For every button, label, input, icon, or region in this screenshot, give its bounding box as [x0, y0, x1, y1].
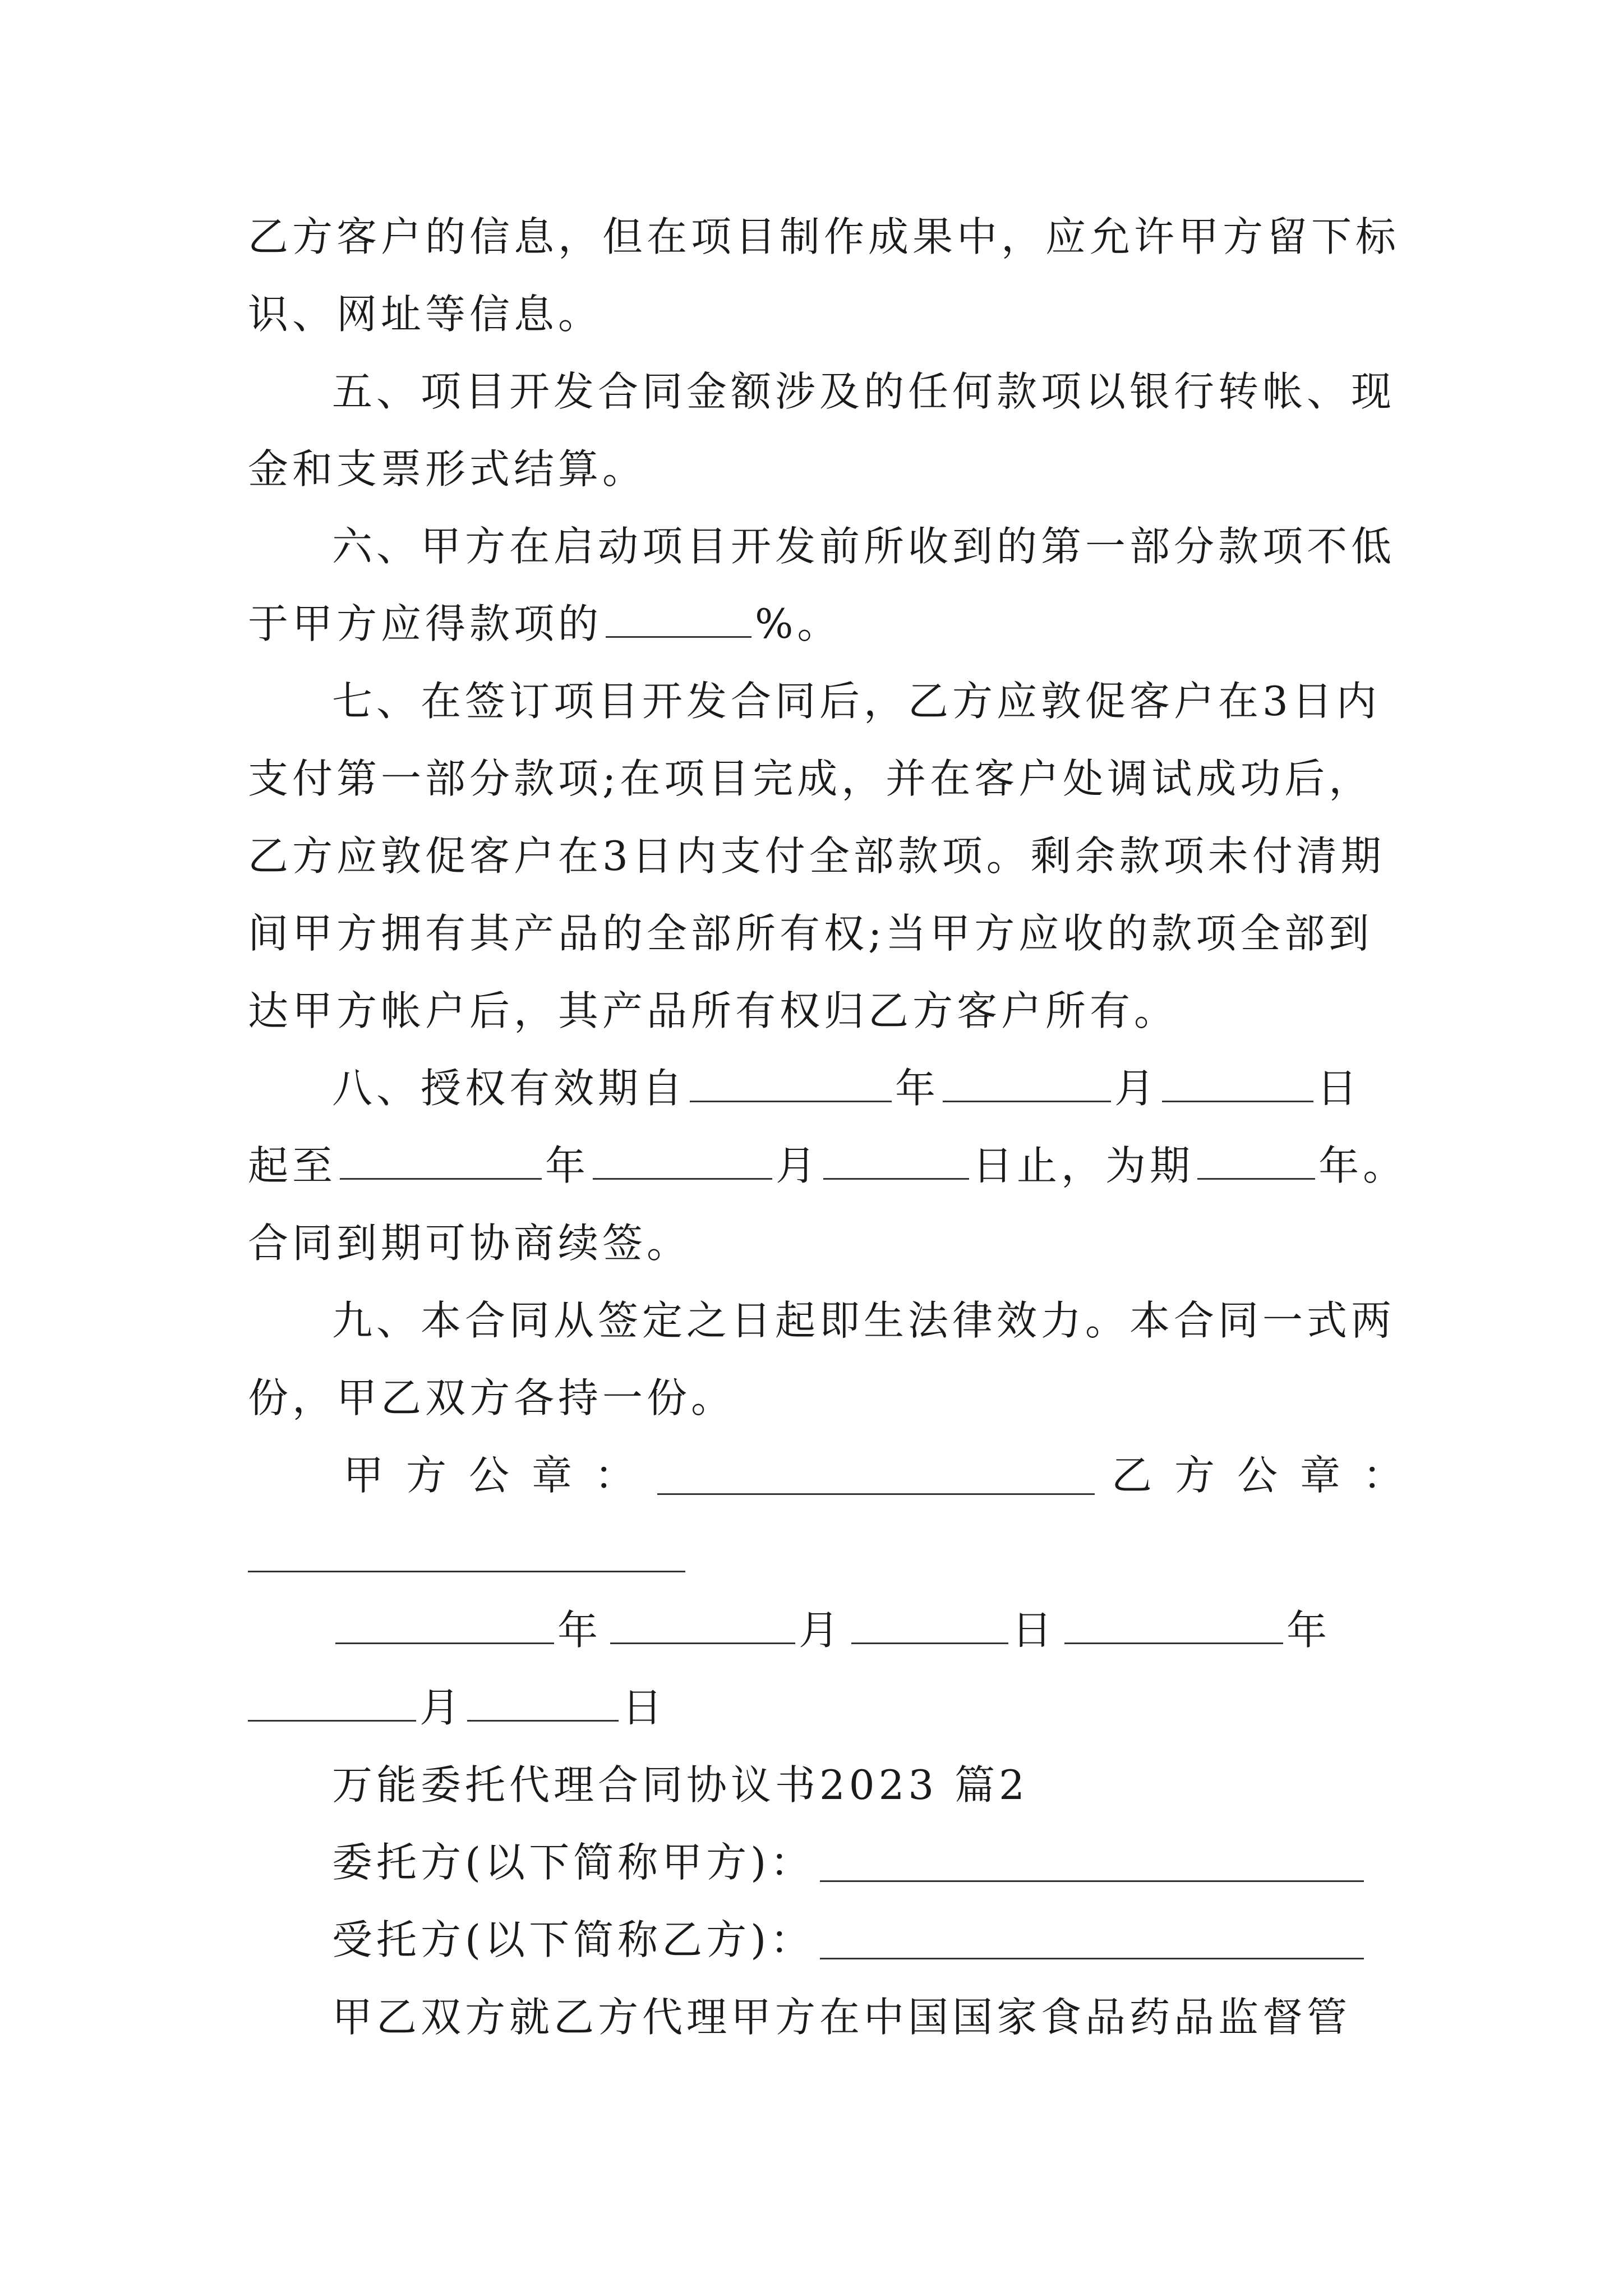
- clause7-line4: 间甲方拥有其产品的全部所有权;当甲方应收的款项全部到: [248, 910, 1373, 957]
- party-a-day-blank: [851, 1608, 1008, 1644]
- clause5-line1: 五、项目开发合同金额涉及的任何款项以银行转帐、现: [332, 368, 1396, 415]
- period-label: 日止，为期: [972, 1142, 1195, 1189]
- section-heading: 万能委托代理合同协议书2023 篇2: [332, 1761, 1029, 1809]
- period-blank: [1197, 1143, 1315, 1180]
- year-label: 年: [895, 1065, 940, 1112]
- agreement-intro-line: 甲乙双方就乙方代理甲方在中国国家食品药品监督管: [332, 1994, 1352, 2041]
- party-a-seal-blank: [657, 1493, 1095, 1495]
- percent-sign: %。: [755, 600, 842, 647]
- principal-label: 委托方(以下简称甲方)：: [332, 1839, 815, 1886]
- end-year-blank: [340, 1143, 542, 1180]
- party-a-date-line: [332, 1602, 1336, 1658]
- start-year-blank: [690, 1066, 892, 1102]
- agent-label: 受托方(以下简称乙方)：: [332, 1916, 815, 1963]
- clause5-line2: 金和支票形式结算。: [248, 445, 647, 493]
- day-label: 日: [1317, 1065, 1362, 1112]
- year-label: 年: [1287, 1607, 1336, 1654]
- agent-line: [332, 1912, 814, 1968]
- day-label: 日: [622, 1684, 667, 1731]
- clause8-line3: 合同到期可协商续签。: [248, 1220, 691, 1267]
- until-label: 起至: [248, 1142, 337, 1189]
- day-label: 日: [1012, 1607, 1062, 1654]
- principal-line: [332, 1834, 814, 1890]
- clause8-line1: [332, 1060, 1361, 1116]
- clause9-line2: 份，甲乙双方各持一份。: [248, 1374, 736, 1421]
- clause7-line3: 乙方应敦促客户在3日内支付全部款项。剩余款项未付清期: [248, 832, 1385, 880]
- para4-line2: 乙方客户的信息，但在项目制作成果中，应允许甲方留下标: [248, 213, 1400, 260]
- clause8-text: 八、授权有效期自: [332, 1065, 687, 1112]
- month-label: 月: [419, 1684, 464, 1731]
- clause6-text: 于甲方应得款项的: [248, 600, 603, 647]
- party-a-seal-label: 甲方公章：: [343, 1452, 658, 1499]
- percent-blank: [606, 601, 751, 638]
- agent-blank: [820, 1958, 1364, 1959]
- clause6-line2: [248, 596, 841, 652]
- clause7-line1: 七、在签订项目开发合同后，乙方应敦促客户在3日内: [332, 678, 1381, 725]
- end-month-blank: [593, 1143, 772, 1180]
- start-day-blank: [1162, 1066, 1313, 1102]
- end-day-blank: [823, 1143, 969, 1180]
- clause7-line2: 支付第一部分款项;在项目完成，并在客户处调试成功后，: [248, 755, 1373, 802]
- party-a-month-blank: [610, 1608, 795, 1644]
- party-b-day-blank: [467, 1685, 619, 1722]
- party-b-month-blank: [248, 1685, 416, 1722]
- start-month-blank: [943, 1066, 1111, 1102]
- party-b-seal-label: 乙方公章：: [1112, 1452, 1426, 1499]
- clause9-line1: 九、本合同从签定之日起即生法律效力。本合同一式两: [332, 1297, 1396, 1344]
- year-label: 年: [557, 1607, 607, 1654]
- party-b-date-line: [248, 1680, 666, 1736]
- clause6-line1: 六、甲方在启动项目开发前所收到的第一部分款项不低: [332, 523, 1396, 570]
- principal-blank: [820, 1880, 1364, 1882]
- year-label: 年: [545, 1142, 590, 1189]
- para4-line3: 识、网址等信息。: [248, 291, 603, 338]
- years-label: 年。: [1318, 1142, 1408, 1189]
- month-label: 月: [1114, 1065, 1159, 1112]
- party-b-year-blank: [1064, 1608, 1283, 1644]
- clause7-line5: 达甲方帐户后，其产品所有权归乙方客户所有。: [248, 987, 1179, 1034]
- party-a-year-blank: [335, 1608, 554, 1644]
- month-label: 月: [776, 1142, 820, 1189]
- clause8-line2: [248, 1138, 1407, 1194]
- party-b-seal-blank: [248, 1571, 685, 1572]
- month-label: 月: [799, 1607, 849, 1654]
